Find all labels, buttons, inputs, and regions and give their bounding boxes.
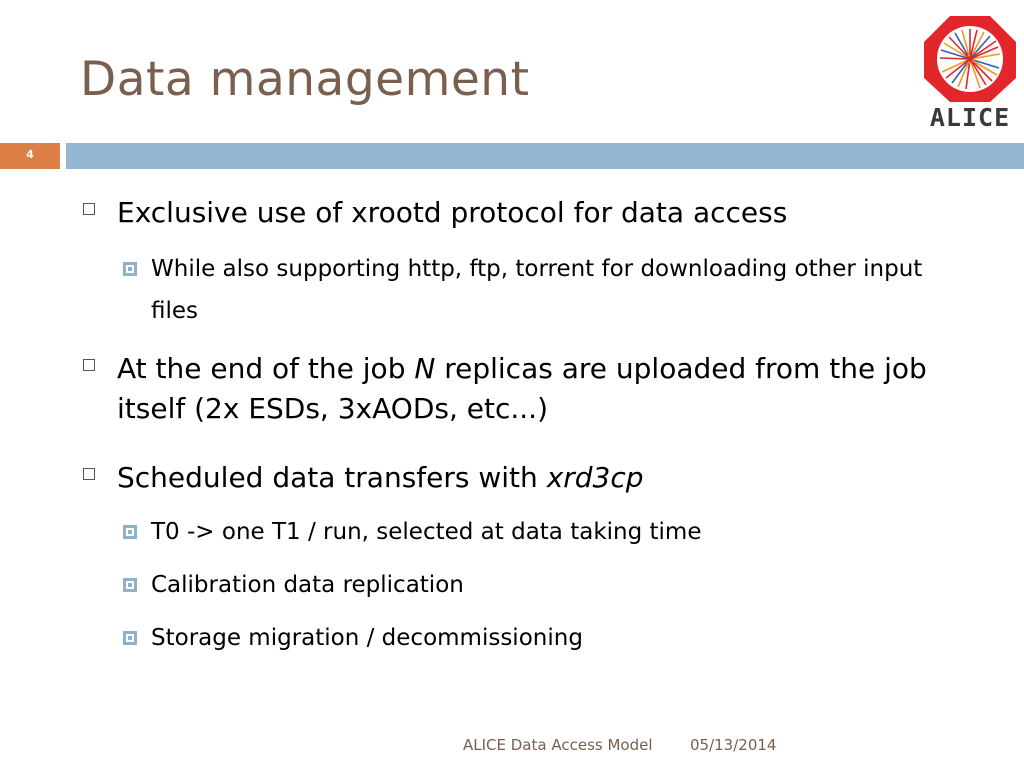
filled-square-bullet-icon (123, 525, 137, 539)
bullet-text-part: Scheduled data transfers with (117, 461, 547, 494)
bullet-emphasis: N (414, 352, 436, 385)
sub-bullet-text: T0 -> one T1 / run, selected at data taking time (151, 519, 702, 545)
sub-bullet-item (123, 617, 973, 659)
filled-square-bullet-icon (123, 631, 137, 645)
alice-logo (922, 14, 1018, 136)
sub-bullet-item (123, 564, 973, 606)
bullet-emphasis: xrd3cp (546, 461, 644, 494)
header-divider-bar (66, 143, 1024, 169)
sub-bullet-item (123, 511, 973, 553)
bullet-text (117, 458, 963, 498)
sub-bullet-text: While also supporting http, ftp, torrent for downloading other input files (151, 256, 923, 324)
bullet-text-part: At the end of the job (117, 352, 415, 385)
filled-square-bullet-icon (123, 262, 137, 276)
sub-bullet-text: Storage migration / decommissioning (151, 625, 583, 651)
footer-date: 05/13/2014 (690, 736, 777, 754)
square-bullet-icon (83, 203, 95, 215)
square-bullet-icon (83, 468, 95, 480)
alice-logo-icon (922, 14, 1018, 104)
sub-bullet-item (123, 248, 973, 332)
bullet-item (83, 349, 963, 429)
bullet-text: Exclusive use of xrootd protocol for data access (117, 196, 788, 229)
footer-presentation-title: ALICE Data Access Model (463, 736, 653, 754)
slide-number: 4 (26, 148, 34, 161)
logo-text: ALICE (929, 103, 1011, 132)
square-bullet-icon (83, 359, 95, 371)
bullet-text-part: replicas are uploaded from the job itself (2x ESDs, 3xAODs, etc...) (117, 352, 927, 425)
slide-title: Data management (80, 52, 530, 107)
bullet-item (83, 193, 963, 233)
bullet-text (117, 349, 963, 429)
sub-bullet-text: Calibration data replication (151, 572, 464, 598)
bullet-item (83, 458, 963, 498)
filled-square-bullet-icon (123, 578, 137, 592)
